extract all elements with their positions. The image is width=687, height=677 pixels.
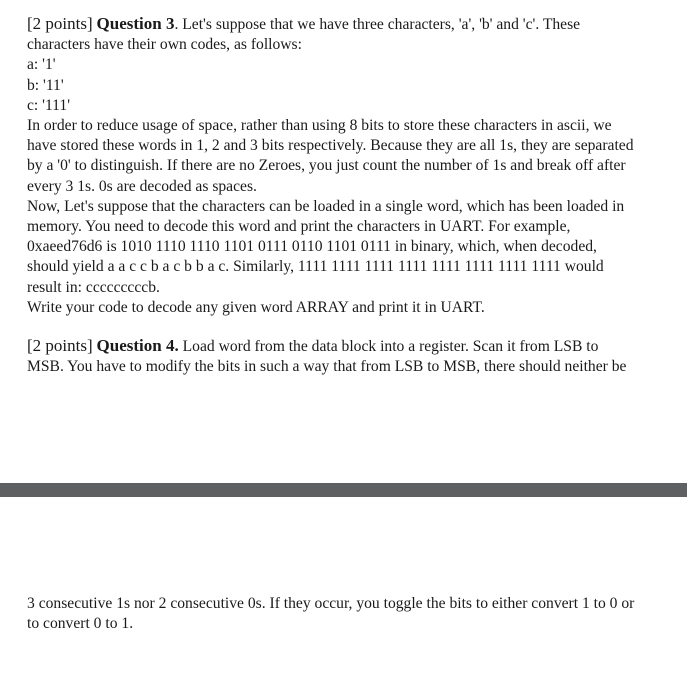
- page-bottom: [0, 497, 687, 677]
- question-3-line: memory. You need to decode this word and print the characters in UART. For example,: [27, 218, 571, 236]
- question-3-line: c: '111': [27, 96, 71, 114]
- question-3-line: Now, Let's suppose that the characters can be loaded in a single word, which has been loaded in: [27, 197, 625, 215]
- question-4-continuation-line: to convert 0 to 1.: [27, 615, 134, 633]
- question-4-continuation: [27, 594, 677, 634]
- question-4-points: [2 points]: [27, 336, 93, 355]
- question-3-line: result in: cccccccccb.: [27, 278, 160, 296]
- question-3-line: every 3 1s. 0s are decoded as spaces.: [27, 177, 257, 195]
- question-3-line: by a '0' to distinguish. If there are no Zeroes, you just count the number of 1s and break off after: [27, 157, 626, 175]
- question-4-heading: [27, 336, 677, 357]
- question-4-intro: Load word from the data block into a register. Scan it from LSB to: [178, 338, 599, 355]
- question-3-points: [2 points]: [27, 14, 93, 33]
- question-3-line: a: '1': [27, 56, 56, 74]
- question-3-line: b: '11': [27, 76, 64, 94]
- question-3-line: have stored these words in 1, 2 and 3 bits respectively. Because they are all 1s, they are separated: [27, 137, 634, 155]
- question-3-line: In order to reduce usage of space, rather than using 8 bits to store these characters in ascii, we: [27, 117, 612, 135]
- question-4-label: Question 4.: [96, 336, 179, 355]
- question-3-block: [27, 14, 677, 318]
- question-3-intro: . Let's suppose that we have three characters, 'a', 'b' and 'c'. These: [174, 16, 581, 33]
- question-3-line: should yield a a c c b a c b b a c. Similarly, 1111 1111 1111 1111 1111 1111 1111 1111 would: [27, 258, 604, 276]
- question-4-line: MSB. You have to modify the bits in such a way that from LSB to MSB, there should neither be: [27, 358, 627, 376]
- question-4-block: [27, 336, 677, 377]
- question-3-line: Write your code to decode any given word ARRAY and print it in UART.: [27, 298, 485, 316]
- question-4-continuation-line: 3 consecutive 1s nor 2 consecutive 0s. If they occur, you toggle the bits to either convert 1 to 0 or: [27, 595, 635, 612]
- question-3-line: 0xaeed76d6 is 1010 1110 1110 1101 0111 0110 1101 0111 in binary, which, when decoded,: [27, 238, 597, 256]
- question-3-heading: [27, 14, 677, 35]
- page-break-divider: [0, 483, 687, 497]
- question-3-label: Question 3: [96, 14, 175, 33]
- question-3-line: characters have their own codes, as follows:: [27, 36, 302, 54]
